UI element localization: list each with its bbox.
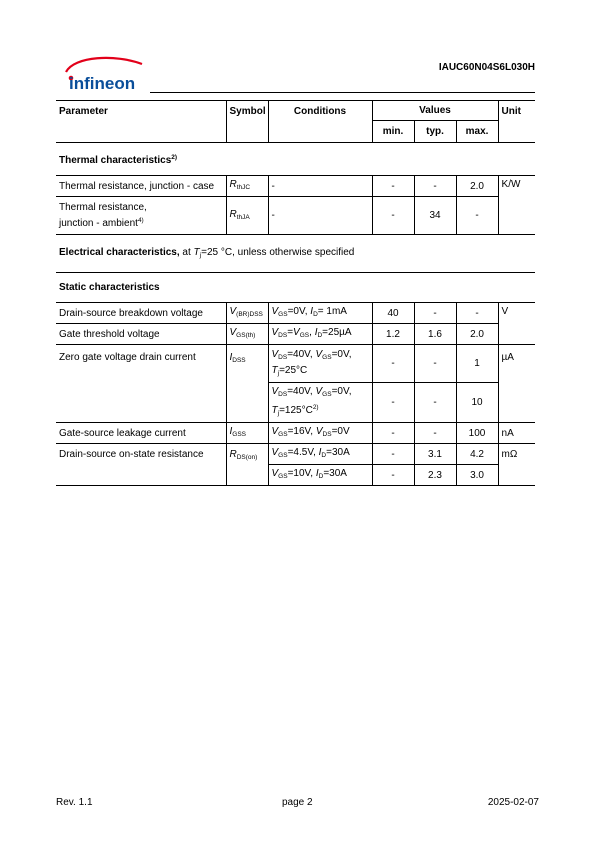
section-thermal (56, 143, 535, 176)
param-idss: Zero gate voltage drain current (56, 345, 226, 423)
cond-igss: $V_{GS}=16V$, $V_{DS}=0V$ (268, 423, 372, 444)
typ-vth: 1.6 (414, 324, 456, 345)
max-vth: 2.0 (456, 324, 498, 345)
max-rthjc: 2.0 (456, 176, 498, 197)
param-rds: Drain-source on-state resistance (56, 444, 226, 486)
table-row (56, 176, 535, 197)
section-thermal-title: Thermal characteristics (59, 155, 172, 166)
typ-idss-125: - (414, 383, 456, 423)
min-rds-10v: - (372, 465, 414, 486)
unit-voltage: V (498, 303, 535, 345)
max-idss-25: 1 (456, 345, 498, 383)
header-symbol: Symbol (226, 101, 268, 143)
header-rule (150, 92, 535, 93)
min-vth: 1.2 (372, 324, 414, 345)
header-min: min. (372, 121, 414, 143)
table-row (56, 303, 535, 324)
cond-rthja: - (268, 197, 372, 235)
header-conditions: Conditions (268, 101, 372, 143)
header-values: Values (372, 101, 498, 121)
header-max: max. (456, 121, 498, 143)
max-rds-10v: 3.0 (456, 465, 498, 486)
typ-igss: - (414, 423, 456, 444)
symbol-vbr: $V_{(BR)DSS}$ (226, 303, 268, 324)
typ-rds-45v: 3.1 (414, 444, 456, 465)
min-vbr: 40 (372, 303, 414, 324)
max-rthja: - (456, 197, 498, 235)
typ-idss-25: - (414, 345, 456, 383)
typ-rthjc: - (414, 176, 456, 197)
param-rthja: Thermal resistance, junction - ambient$^{4)}$ (56, 197, 226, 235)
cond-rds-45v: $V_{GS}=4.5V$, $I_D=30A$ (268, 444, 372, 465)
cond-vbr: $V_{GS}=0V$, $I_D= 1mA$ (268, 303, 372, 324)
unit-current-na: nA (498, 423, 535, 444)
typ-rthja: 34 (414, 197, 456, 235)
max-idss-125: 10 (456, 383, 498, 423)
max-rds-45v: 4.2 (456, 444, 498, 465)
unit-resistance: mΩ (498, 444, 535, 486)
param-vth: Gate threshold voltage (56, 324, 226, 345)
symbol-idss: $I_{DSS}$ (226, 345, 268, 423)
param-vbr: Drain-source breakdown voltage (56, 303, 226, 324)
symbol-rds: $R_{DS(on)}$ (226, 444, 268, 486)
min-idss-125: - (372, 383, 414, 423)
max-igss: 100 (456, 423, 498, 444)
footer-page-number: page 2 (282, 797, 313, 808)
cond-vth: $V_{DS}=V_{GS}$, $I_D=25\mu A$ (268, 324, 372, 345)
footnote-ref: 2) (171, 154, 178, 161)
header-typ: typ. (414, 121, 456, 143)
header-unit: Unit (498, 101, 535, 143)
infineon-logo (56, 52, 152, 98)
cond-rds-10v: $V_{GS}=10V$, $I_D=30A$ (268, 465, 372, 486)
specifications-table (56, 100, 535, 486)
unit-thermal: K/W (498, 176, 535, 235)
table-row (56, 423, 535, 444)
min-rds-45v: - (372, 444, 414, 465)
table-row (56, 197, 535, 235)
unit-current-ua: µA (498, 345, 535, 423)
footer-revision: Rev. 1.1 (56, 797, 93, 808)
header-parameter: Parameter (56, 101, 226, 143)
symbol-igss: $I_{GSS}$ (226, 423, 268, 444)
param-rthjc: Thermal resistance, junction - case (56, 176, 226, 197)
table-row (56, 345, 535, 383)
min-igss: - (372, 423, 414, 444)
typ-vbr: - (414, 303, 456, 324)
section-static: Static characteristics (56, 273, 535, 303)
cond-idss-25: $V_{DS}=40V$, $V_{GS}=0V$, $T_j=25^\circ C$ (268, 345, 372, 383)
table-row (56, 324, 535, 345)
cond-rthjc: - (268, 176, 372, 197)
min-idss-25: - (372, 345, 414, 383)
section-electrical: Electrical characteristics, at $T_j=25$ °C, unless otherwise specified (56, 235, 535, 273)
max-vbr: - (456, 303, 498, 324)
footer-date: 2025-02-07 (487, 797, 539, 808)
min-rthja: - (372, 197, 414, 235)
symbol-rthja: $R_{thJA}$ (226, 197, 268, 235)
table-row (56, 444, 535, 465)
brand-wordmark: infineon (69, 74, 136, 93)
part-number: IAUC60N04S6L030H (438, 62, 535, 73)
param-igss: Gate-source leakage current (56, 423, 226, 444)
min-rthjc: - (372, 176, 414, 197)
cond-idss-125: $V_{DS}=40V$, $V_{GS}=0V$, $T_j=125^\circ C^{2)}$ (268, 383, 372, 423)
typ-rds-10v: 2.3 (414, 465, 456, 486)
symbol-vth: $V_{GS(th)}$ (226, 324, 268, 345)
symbol-rthjc: $R_{thJC}$ (226, 176, 268, 197)
